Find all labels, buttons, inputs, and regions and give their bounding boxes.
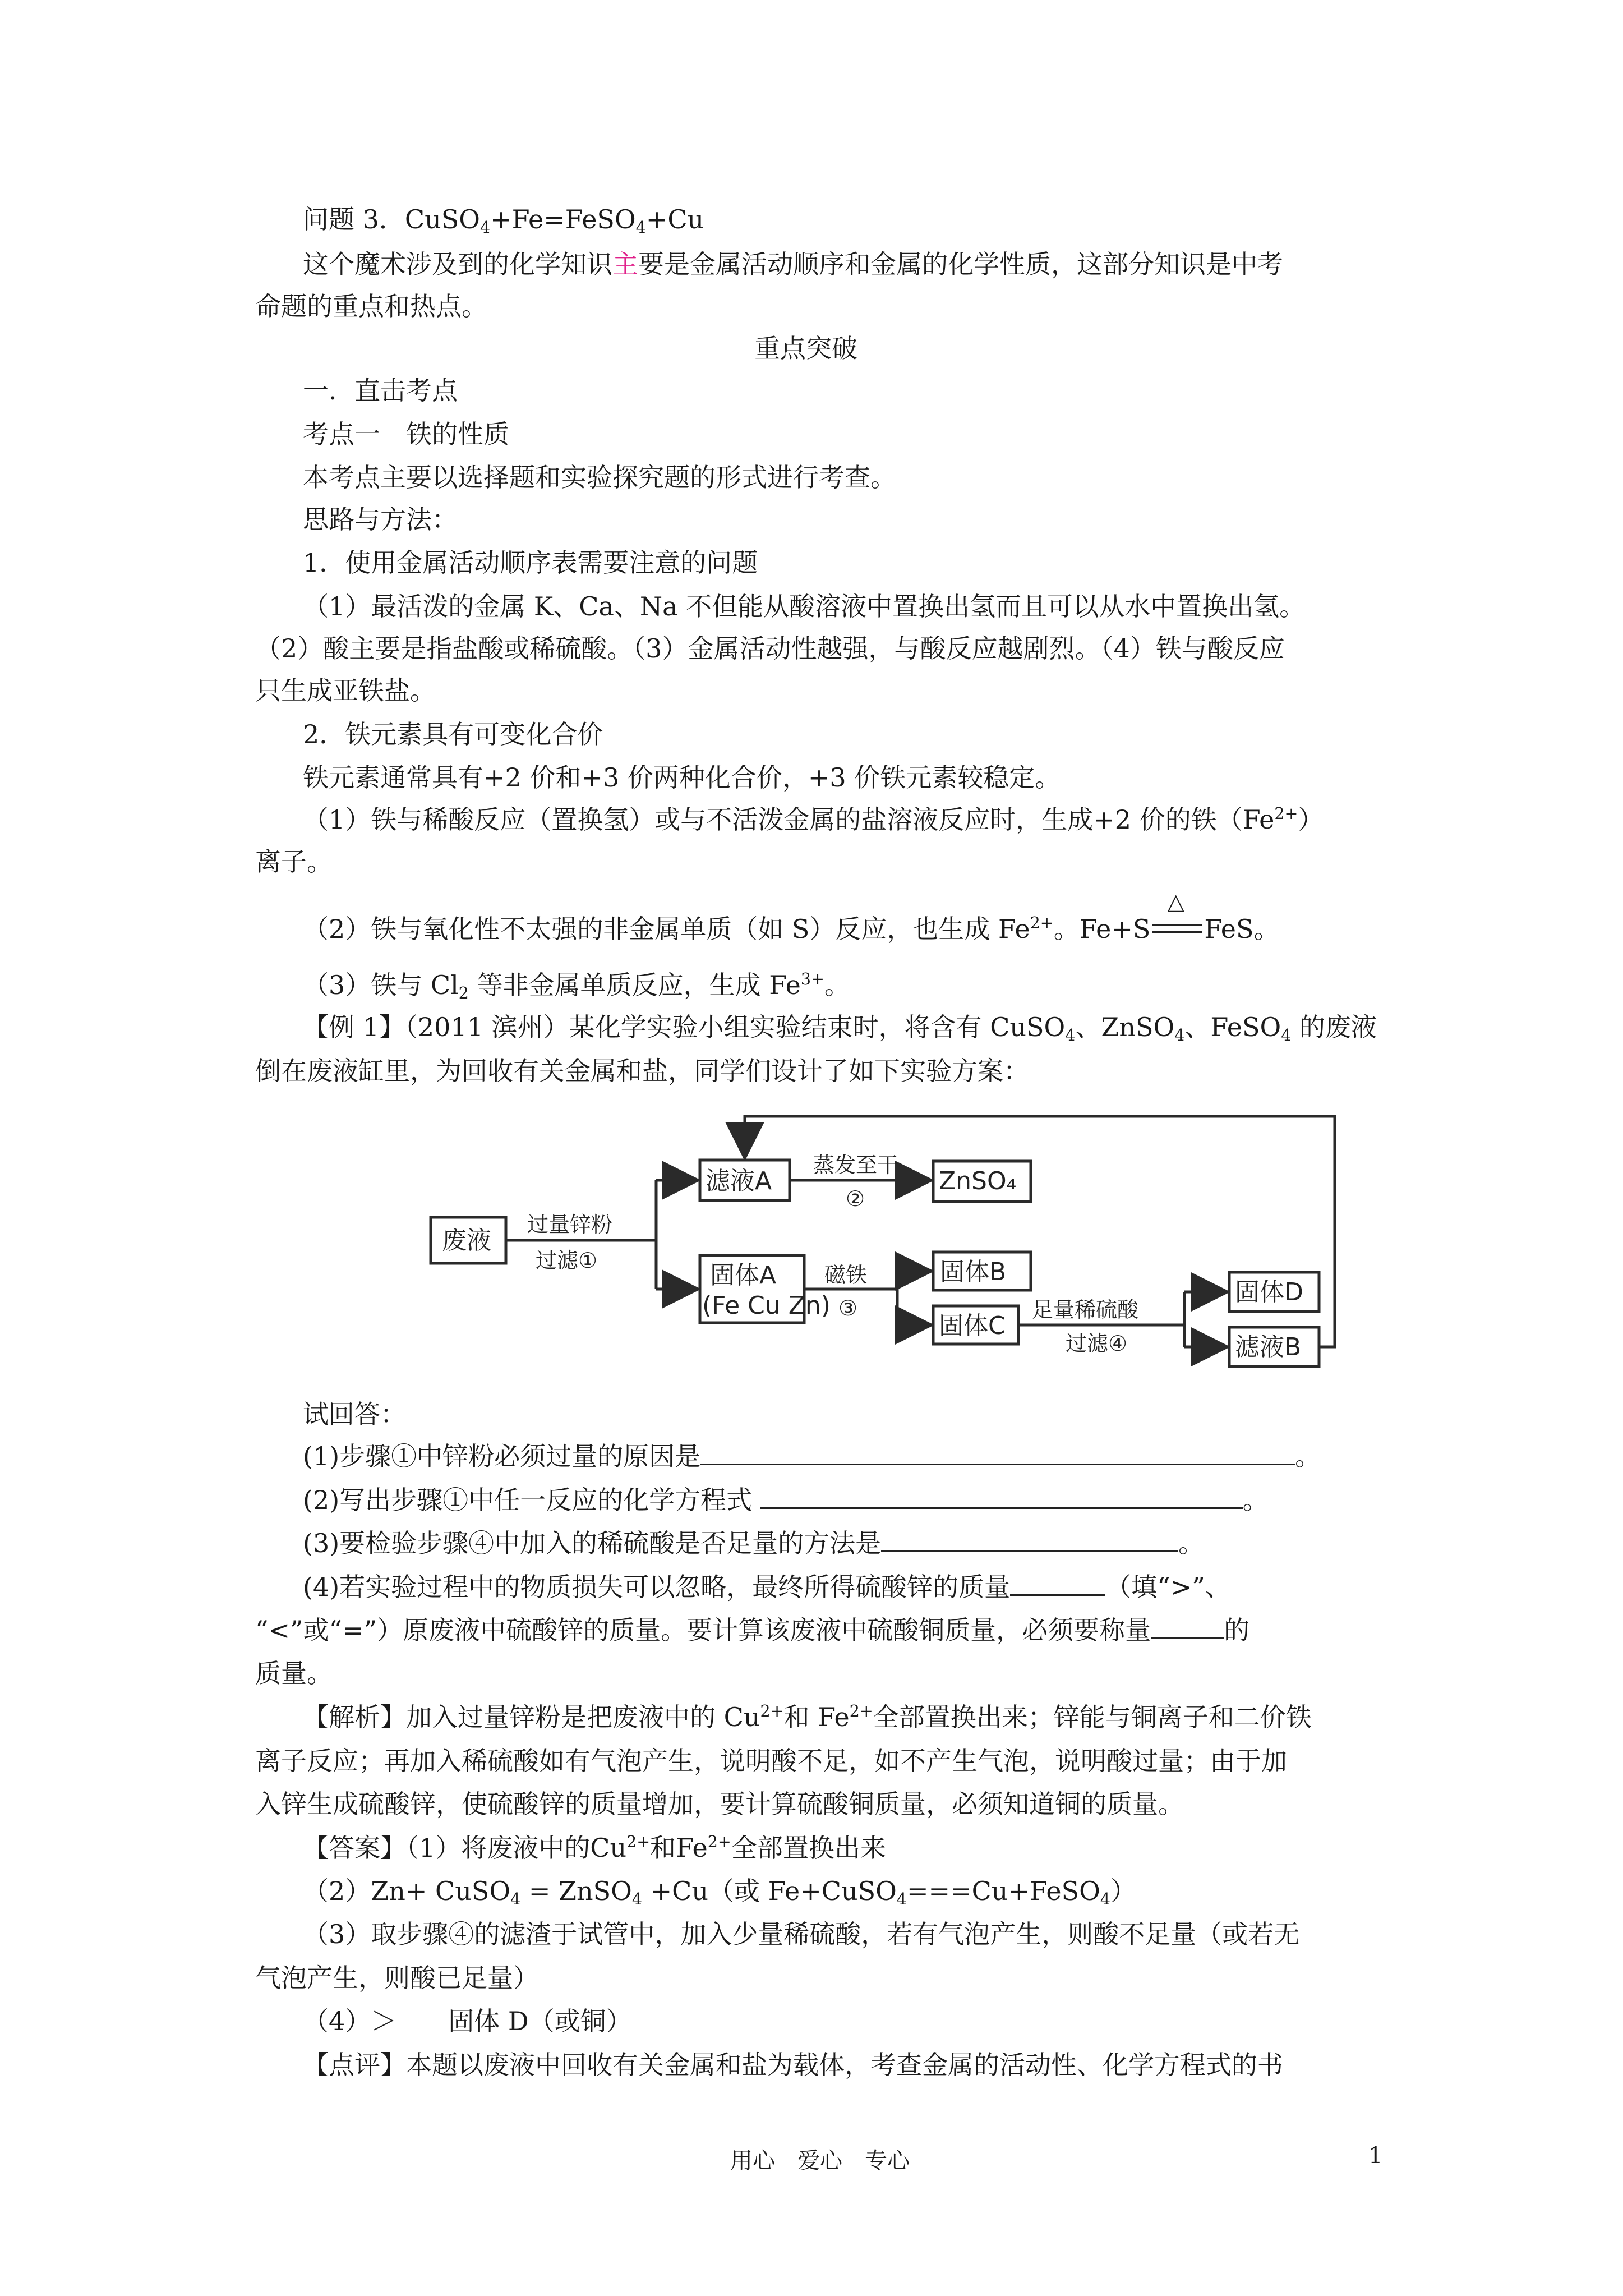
- section-title: 重点突破: [754, 333, 857, 364]
- page-number: 1: [1368, 2143, 1383, 2169]
- label-magnet-top: 磁铁: [824, 1263, 868, 1287]
- example-1-line-2: 倒在废液缸里，为回收有关金属和盐，同学们设计了如下实验方案：: [255, 1056, 1029, 1086]
- heating-condition-equals: [1150, 889, 1204, 942]
- footer-motto: 用心 爱心 专心: [730, 2148, 910, 2174]
- problem-3-equation: 问题 3．CuSO$_4$+Fe=FeSO$_4$+Cu: [303, 204, 704, 237]
- label-step1-bot: 过滤①: [536, 1248, 598, 1273]
- heading-point-1: 考点一 铁的性质: [303, 419, 509, 449]
- question-4-line-2: “<”或“=”）原废液中硫酸锌的质量。要计算该废液中硫酸铜质量，必须要称量 的: [255, 1615, 1250, 1645]
- answer-line-2: （2）Zn+ CuSO$_4$ = ZnSO$_4$ +Cu（或 Fe+CuSO$_4$===Cu+FeSO$_4$）: [303, 1876, 1136, 1908]
- delta-icon: △: [1167, 889, 1185, 915]
- try-answer: 试回答：: [303, 1399, 406, 1429]
- label-step1-top: 过量锌粉: [527, 1212, 613, 1237]
- label-solid-a-2: (Fe Cu Zn): [702, 1291, 831, 1320]
- note-2-line-c: （2）铁与氧化性不太强的非金属单质（如 S）反应，也生成 $Fe^{2+}$。Fe+S △ FeS。: [303, 889, 1280, 944]
- answer-blank-5[interactable]: [1151, 1615, 1224, 1639]
- label-acid-bot: 过滤④: [1066, 1331, 1128, 1356]
- note-2-title: 2．铁元素具有可变化合价: [303, 719, 603, 749]
- answer-blank-1[interactable]: [700, 1441, 1295, 1465]
- note-2-line-b: （1）铁与稀酸反应（置换氢）或与不活泼金属的盐溶液反应时，生成+2 价的铁$(Fe^{2+})$: [303, 804, 1324, 835]
- note-2-line-b2: 离子。: [255, 846, 333, 877]
- answer-line-3: （3）取步骤④的滤渣于试管中，加入少量稀硫酸，若有气泡产生，则酸不足量（或若无: [303, 1919, 1300, 1949]
- label-magnet-bot: ③: [838, 1296, 858, 1320]
- question-4-line-3: 质量。: [255, 1658, 333, 1688]
- label-waste: 废液: [442, 1226, 491, 1255]
- answer-line-3b: 气泡产生，则酸已足量）: [255, 1963, 539, 1993]
- note-2-line-a: 铁元素通常具有+2 价和+3 价两种化合价，+3 价铁元素较稳定。: [303, 762, 1061, 793]
- analysis-line-2: 离子反应；再加入稀硫酸如有气泡产生，说明酸不足，如不产生气泡，说明酸过量；由于加: [255, 1746, 1287, 1776]
- answer-blank-2[interactable]: [760, 1485, 1243, 1509]
- note-1-title: 1．使用金属活动顺序表需要注意的问题: [303, 547, 758, 578]
- answer-line-1: 【答案】（1）将废液中的$Cu^{2+}$和$Fe^{2+}$全部置换出来: [303, 1832, 886, 1863]
- answer-blank-4[interactable]: [1010, 1572, 1105, 1596]
- note-1-line-b: （2）酸主要是指盐酸或稀硫酸。（3）金属活动性越强，与酸反应越剧烈。（4）铁与酸反应: [255, 633, 1285, 664]
- note-1-line-c: 只生成亚铁盐。: [255, 675, 436, 706]
- label-filtrate-b: 滤液B: [1235, 1333, 1302, 1361]
- answer-line-4: （4）＞ 固体 D（或铜）: [303, 2006, 632, 2036]
- note-2-line-d: （3）铁与 $Cl_2$ 等非金属单质反应，生成 $Fe^{3+}$。: [303, 969, 850, 1002]
- label-solid-d: 固体D: [1235, 1278, 1303, 1306]
- label-filtrate-a: 滤液A: [706, 1167, 772, 1195]
- analysis-line-3: 入锌生成硫酸锌，使硫酸锌的质量增加，要计算硫酸铜质量，必须知道铜的质量。: [255, 1789, 1184, 1819]
- label-znso4: ZnSO₄: [939, 1167, 1017, 1195]
- question-4: (4)若实验过程中的物质损失可以忽略，最终所得硫酸锌的质量 （填“>”、: [303, 1572, 1231, 1602]
- note-1-line-a: （1）最活泼的金属 K、Ca、Na 不但能从酸溶液中置换出氢而且可以从水中置换出氢。: [303, 591, 1306, 622]
- answer-blank-3[interactable]: [881, 1528, 1178, 1552]
- label-solid-c: 固体C: [939, 1312, 1006, 1340]
- heading-direct-points: 一．直击考点: [303, 375, 458, 406]
- label-solid-a-1: 固体A: [710, 1261, 777, 1290]
- label-evap-top: 蒸发至干: [813, 1153, 899, 1177]
- review-line: 【点评】本题以废液中回收有关金属和盐为载体，考查金属的活动性、化学方程式的书: [303, 2050, 1283, 2080]
- magic-knowledge-line: 这个魔术涉及到的化学知识主要是金属活动顺序和金属的化学性质，这部分知识是中考: [303, 249, 1283, 279]
- analysis-line-1: 【解析】加入过量锌粉是把废液中的 $Cu^{2+}$和 $Fe^{2+}$全部置换出来；锌能与铜离子和二价铁: [303, 1701, 1312, 1732]
- question-1: (1)步骤①中锌粉必须过量的原因是 。: [303, 1441, 1321, 1471]
- question-2: (2)写出步骤①中任一反应的化学方程式 。: [303, 1485, 1269, 1515]
- label-evap-bot: ②: [846, 1186, 865, 1211]
- magic-knowledge-line-2: 命题的重点和热点。: [255, 291, 487, 321]
- label-solid-b: 固体B: [940, 1258, 1007, 1286]
- experiment-flow-diagram: [415, 1105, 1357, 1374]
- label-acid-top: 足量稀硫酸: [1032, 1297, 1139, 1322]
- point-intro: 本考点主要以选择题和实验探究题的形式进行考查。: [303, 462, 896, 493]
- question-3: (3)要检验步骤④中加入的稀硫酸是否足量的方法是 。: [303, 1528, 1205, 1558]
- method-heading: 思路与方法：: [303, 504, 458, 535]
- example-1-line: 【例 1】（2011 滨州）某化学实验小组实验结束时，将含有 CuSO$_4$、ZnSO$_4$、FeSO$_4$ 的废液: [303, 1012, 1377, 1045]
